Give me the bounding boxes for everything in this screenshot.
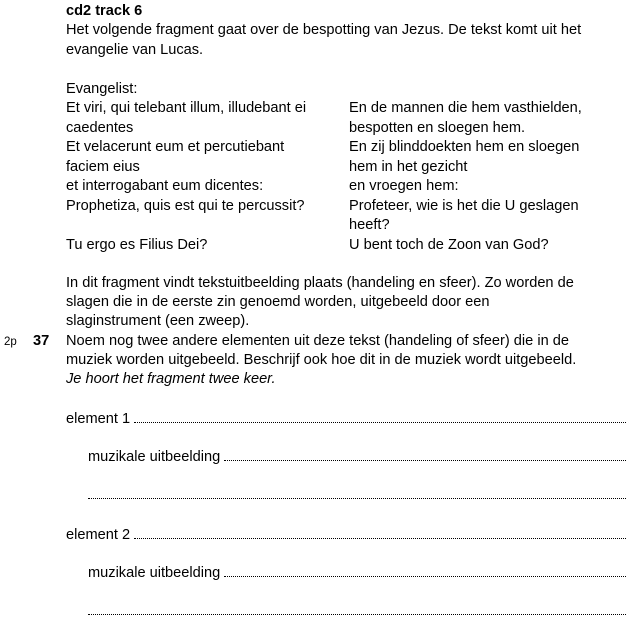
question-line-2: muziek worden uitgebeeld. Beschrijf ook hoe dit in de muziek wordt uitgebeeld. [66, 352, 577, 368]
musical-1-continuation-dotted-line[interactable] [88, 487, 626, 499]
element-2-answer-line[interactable] [66, 526, 626, 546]
musical-2-dotted-line[interactable] [224, 565, 626, 577]
element-1-answer-line[interactable] [66, 410, 626, 430]
dutch-line: hem in het gezicht [349, 158, 468, 175]
musical-2-label: muzikale uitbeelding [88, 565, 221, 581]
latin-line: caedentes [66, 119, 134, 136]
musical-1-label: muzikale uitbeelding [88, 449, 221, 465]
context-line-3: slaginstrument (een zweep). [66, 313, 250, 329]
latin-line: et interrogabant eum dicentes: [66, 178, 264, 194]
element-2-dotted-line[interactable] [134, 527, 626, 539]
question-number: 37 [33, 333, 50, 349]
dutch-translation-column [349, 99, 582, 255]
musical-2-answer-line[interactable] [88, 564, 626, 584]
latin-text-column [66, 99, 306, 255]
latin-line: Tu ergo es Filius Dei? [66, 236, 208, 253]
musical-2-continuation-dotted-line[interactable] [88, 603, 626, 615]
dutch-line: En de mannen die hem vasthielden, [349, 100, 582, 116]
latin-line: faciem eius [66, 158, 140, 175]
element-1-dotted-line[interactable] [134, 411, 626, 423]
speaker-label: Evangelist: [66, 81, 138, 97]
question-line-1: Noem nog twee andere elementen uit deze tekst (handeling of sfeer) die in de [66, 333, 569, 349]
latin-line: Et viri, qui telebant illum, illudebant ei [66, 100, 307, 116]
latin-line: Et velacerunt eum et percutiebant [66, 139, 285, 155]
musical-2-continuation-line[interactable] [88, 603, 626, 615]
musical-1-answer-line[interactable] [88, 448, 626, 468]
dutch-line: bespotten en sloegen hem. [349, 119, 526, 136]
dutch-line: heeft? [349, 217, 390, 233]
question-points: 2p [4, 336, 17, 348]
dutch-line: U bent toch de Zoon van God? [349, 236, 549, 253]
intro-line-2: evangelie van Lucas. [66, 42, 204, 58]
latin-line: Prophetiza, quis est qui te percussit? [66, 197, 305, 214]
track-heading: cd2 track 6 [66, 3, 143, 19]
question-note: Je hoort het fragment twee keer. [66, 371, 276, 387]
context-line-2: slagen die in de eerste zin genoemd worden, uitgebeeld door een [66, 294, 490, 310]
element-2-label: element 2 [66, 527, 131, 543]
musical-1-dotted-line[interactable] [224, 449, 626, 461]
element-1-label: element 1 [66, 411, 131, 427]
intro-line-1: Het volgende fragment gaat over de bespotting van Jezus. De tekst komt uit het [66, 22, 582, 38]
dutch-line: En zij blinddoekten hem en sloegen [349, 139, 580, 155]
context-line-1: In dit fragment vindt tekstuitbeelding plaats (handeling en sfeer). Zo worden de [66, 275, 574, 291]
latin-line [66, 216, 306, 236]
dutch-line: en vroegen hem: [349, 178, 459, 194]
musical-1-continuation-line[interactable] [88, 487, 626, 499]
dutch-line: Profeteer, wie is het die U geslagen [349, 197, 579, 214]
